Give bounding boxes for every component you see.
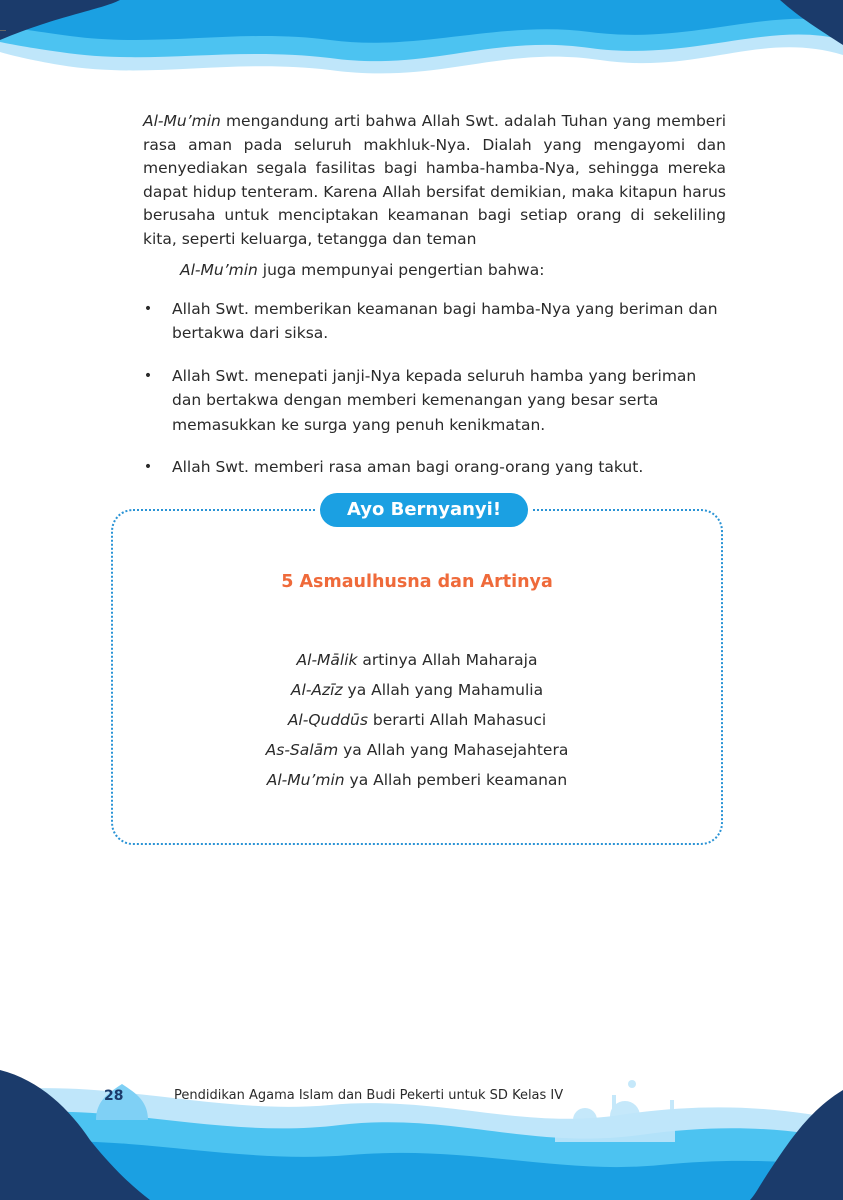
top-wave-decoration [0, 0, 843, 95]
lyric-line: Al-Mālik artinya Allah Maharaja [296, 651, 538, 669]
list-intro [143, 259, 726, 283]
intro-text: juga mempunyai pengertian bahwa: [257, 261, 545, 279]
song-title: 5 Asmaulhusna dan Artinya [281, 572, 553, 592]
activity-tab-label: Ayo Bernyanyi! [320, 493, 528, 527]
song-lyrics [111, 645, 723, 795]
lyric-line: Al-Azīz ya Allah yang Mahamulia [290, 681, 544, 699]
footer-book-title: Pendidikan Agama Islam dan Budi Pekerti untuk SD Kelas IV [174, 1088, 564, 1103]
bullet-icon: • [143, 300, 153, 317]
main-content [143, 110, 726, 498]
bullet-icon: • [143, 459, 153, 475]
definition-paragraph [143, 110, 726, 251]
lyric-line: Al-Quddūs berarti Allah Mahasuci [287, 711, 547, 729]
lyric-line: Al-Mu’min ya Allah pemberi keamanan [266, 771, 568, 789]
intro-term: Al-Mu’min [180, 261, 258, 279]
crop-mark [0, 30, 6, 31]
term-al-mumin: Al-Mu’min [143, 112, 221, 130]
list-item: • Allah Swt. memberi rasa aman bagi orang-orang yang takut. [143, 455, 726, 480]
page-number: 28 [104, 1088, 124, 1104]
lyric-line: As-Salām ya Allah yang Mahasejahtera [265, 741, 569, 759]
list-item: • Allah Swt. memberikan keamanan bagi hamba-Nya yang beriman dan bertakwa dari siksa. [143, 297, 726, 346]
paragraph-text: mengandung arti bahwa Allah Swt. adalah Tuhan yang memberi rasa aman pada seluruh makhluk-Nya. Dialah yang mengayomi dan menyediakan segala fasilitas bagi hamba-hamba-Nya, sehingga mereka dapat hidup tenteram. Karena Allah bersifat demikian, maka kitapun harus berusaha untuk menciptakan keamanan bagi setiap orang di sekeliling kita, seperti keluarga, tetangga dan teman [143, 112, 726, 248]
list-item: • Allah Swt. menepati janji-Nya kepada seluruh hamba yang beriman dan bertakwa dengan memberi kemenangan yang besar serta memasukkan ke surga yang penuh kenikmatan. [143, 364, 726, 438]
bullet-icon: • [143, 367, 153, 384]
meaning-list [143, 297, 726, 480]
